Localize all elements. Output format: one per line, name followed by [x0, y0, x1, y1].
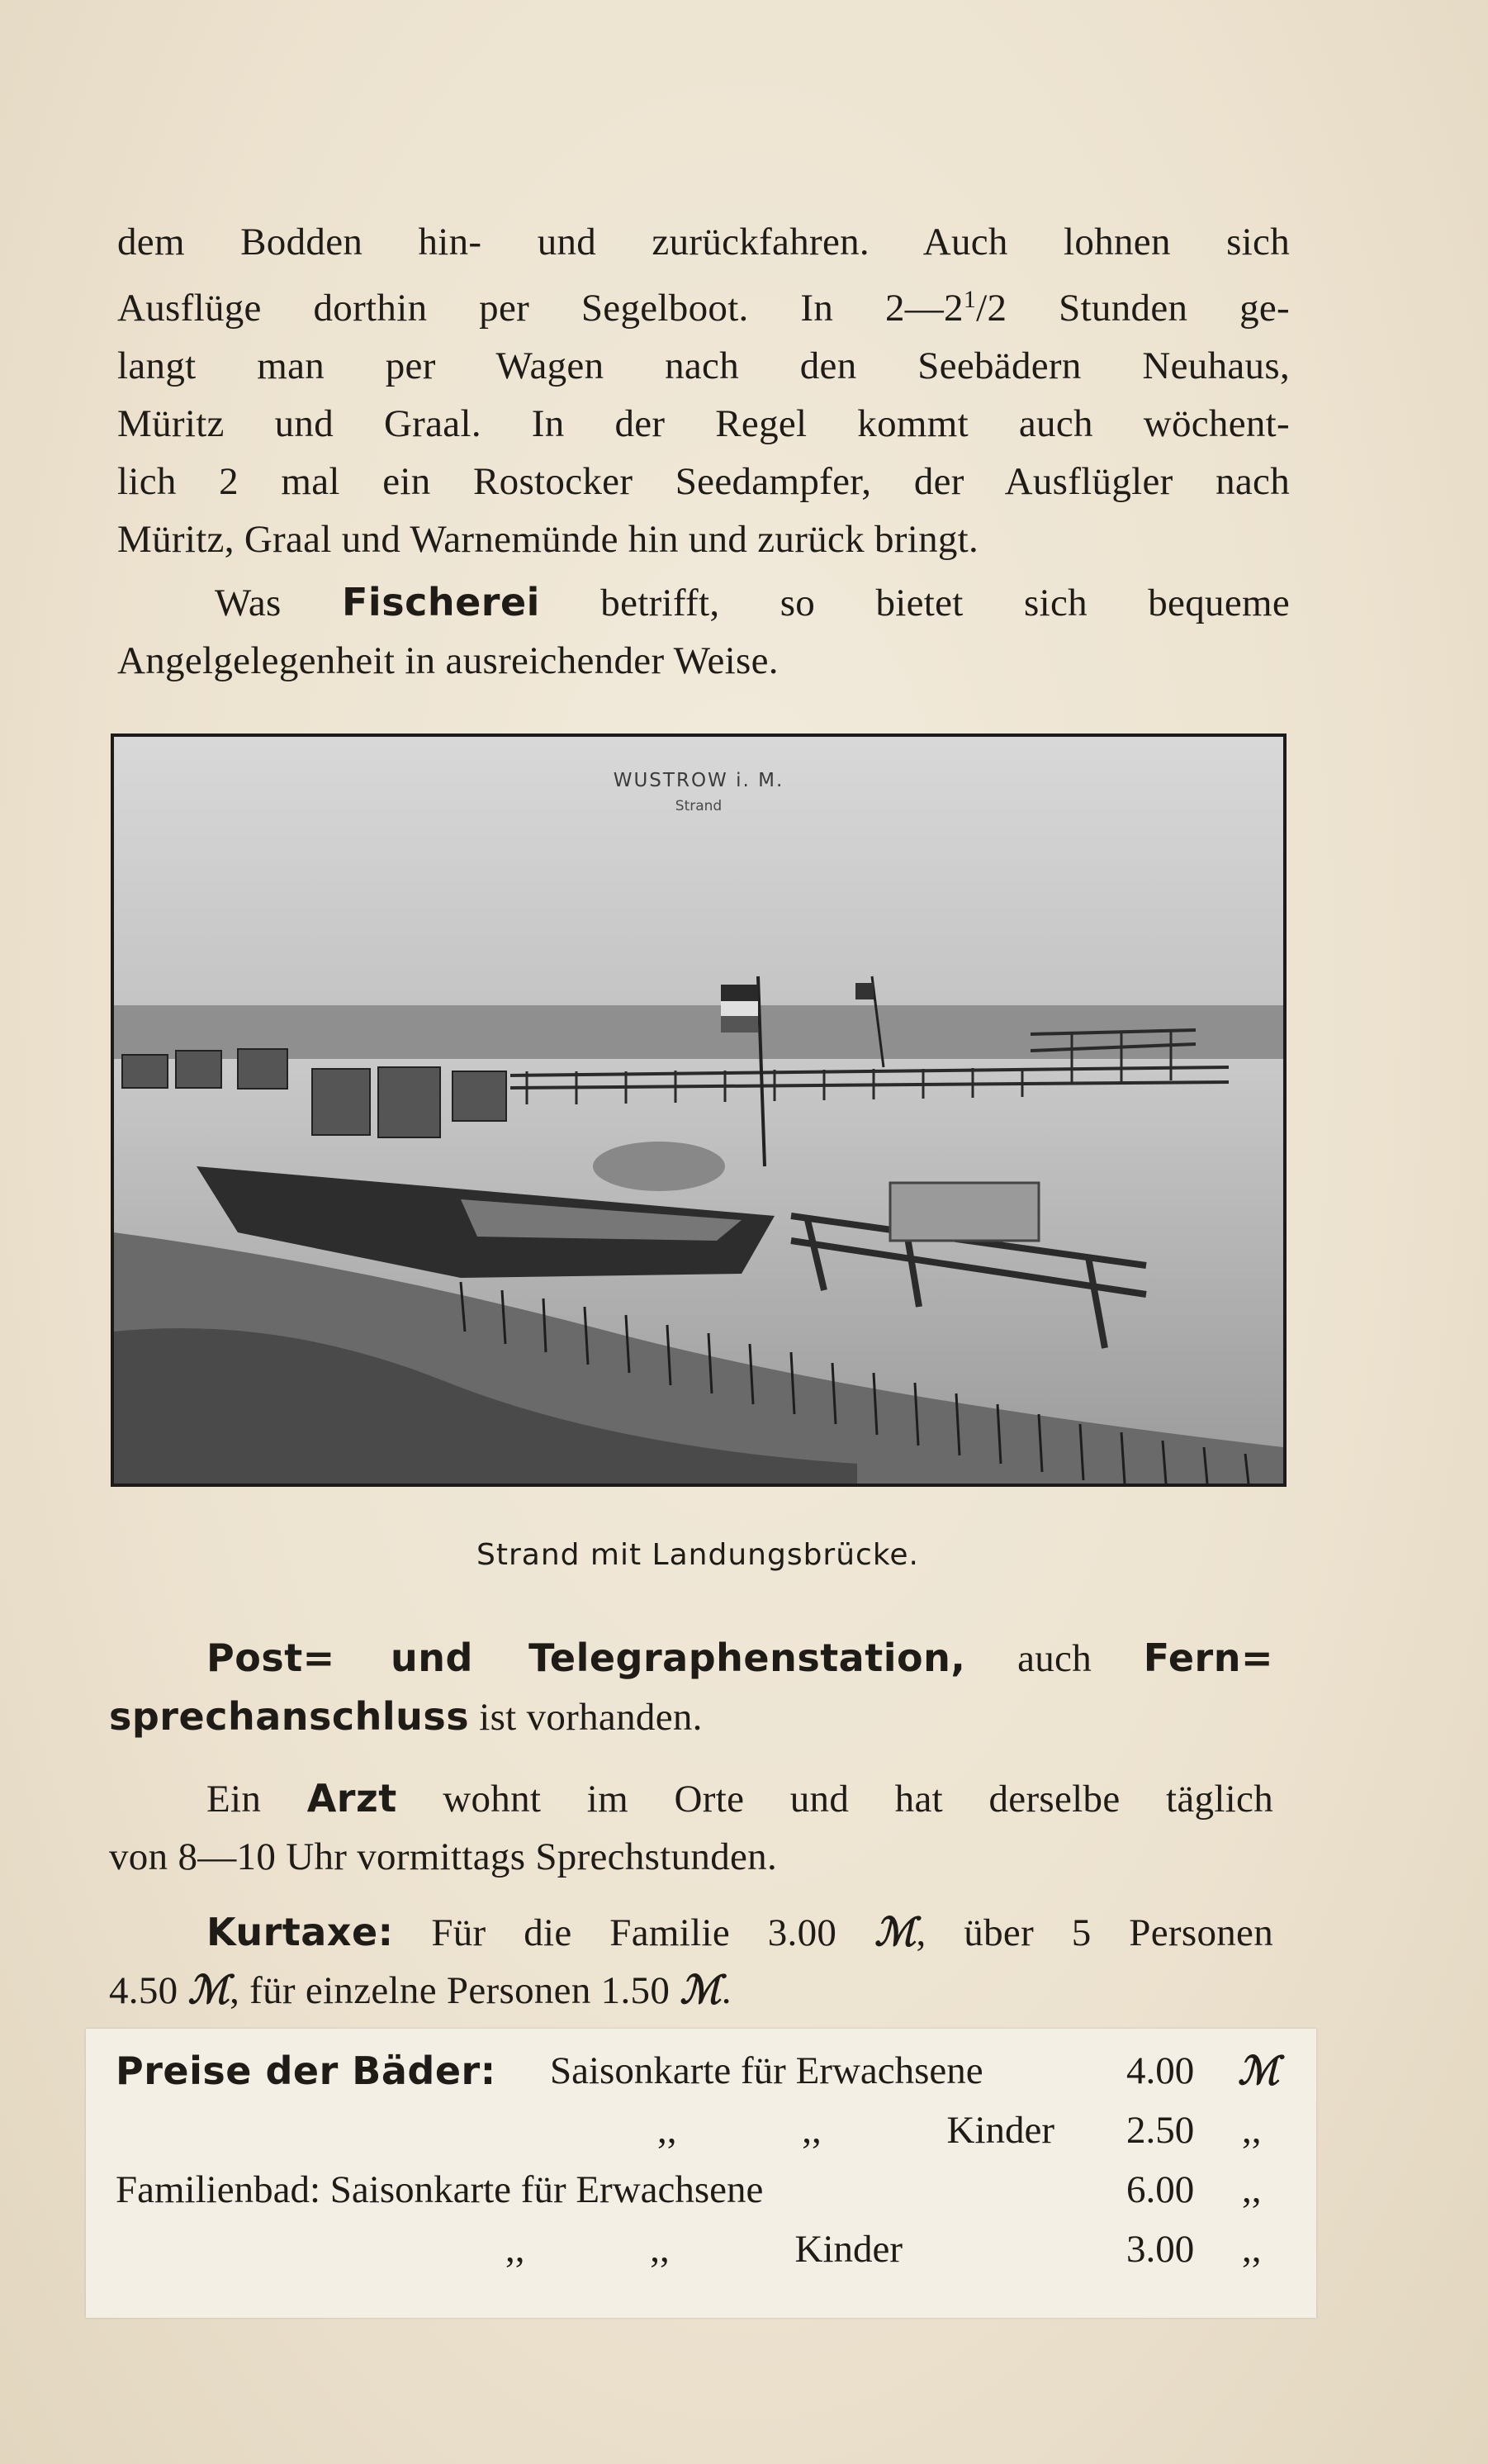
price-label: ,, ,, Kinder	[657, 2109, 1055, 2152]
text-line: Angelgelegenheit in ausreichender Weise.	[117, 639, 779, 682]
price-label: Saisonkarte für Erwachsene	[550, 2049, 983, 2092]
text-fragment: , über 5 Personen	[916, 1911, 1274, 1954]
fraction-denominator: /2	[976, 287, 1007, 330]
photo-caption: Strand mit Landungsbrücke.	[476, 1538, 919, 1572]
text-line	[109, 1688, 1273, 1746]
text-fragment: auch	[965, 1637, 1144, 1680]
text-line: Müritz, Graal und Warnemünde hin und zurück bringt.	[117, 518, 979, 561]
keyword-fischerei: Fischerei	[342, 580, 540, 624]
text-line	[109, 1629, 1273, 1688]
paragraph-doctor	[109, 1769, 1273, 1886]
text-line	[109, 1769, 1273, 1828]
text-fragment: wohnt im Orte und hat derselbe täglich	[396, 1778, 1273, 1821]
price-value: 3.00	[1126, 2228, 1195, 2271]
text-line	[109, 1962, 1273, 2020]
keyword-arzt: Arzt	[306, 1776, 397, 1821]
text-line: Müritz und Graal. In der Regel kommt auch wöchent-	[117, 402, 1290, 445]
text-fragment: , für einzelne Personen 1.50	[230, 1969, 680, 2012]
price-label: Familienbad: Saisonkarte für Erwachsene	[116, 2168, 764, 2211]
text-fragment: Ein	[206, 1778, 307, 1821]
photo-subtitle: Strand	[675, 798, 723, 814]
paragraph-fishing	[117, 573, 1290, 690]
price-value: 2.50	[1126, 2109, 1195, 2152]
price-label: ,, ,, Kinder	[505, 2228, 903, 2271]
keyword-fern: Fern=	[1143, 1636, 1273, 1680]
bath-prices-box	[86, 2029, 1316, 2318]
price-unit: ℳ	[1238, 2050, 1280, 2093]
prices-heading-text: Preise der Bäder:	[116, 2049, 496, 2093]
paragraph-post	[109, 1629, 1273, 1746]
text-fragment: ist vorhanden.	[469, 1696, 703, 1739]
mark-symbol: ℳ	[680, 1969, 722, 2012]
text-line: lich 2 mal ein Rostocker Seedampfer, der Ausflügler nach	[117, 460, 1290, 503]
text-fragment: Für die Familie 3.00	[393, 1911, 874, 1954]
keyword-sprechanschluss: sprechanschluss	[109, 1694, 470, 1739]
text-line: von 8—10 Uhr vormittags Sprechstunden.	[109, 1835, 777, 1878]
text-fragment: Stunden ge-	[1007, 287, 1290, 330]
price-unit: ,,	[1242, 2168, 1262, 2211]
price-unit: ,,	[1242, 2109, 1262, 2152]
mark-symbol: ℳ	[874, 1911, 917, 1954]
text-fragment: Ausflüge dorthin per Segelboot. In 2—2	[117, 287, 964, 330]
text-line	[109, 1903, 1273, 1962]
paragraph-travel	[117, 213, 1290, 568]
text-line	[117, 573, 1290, 632]
prices-heading	[116, 2049, 496, 2094]
text-fragment: 4.50	[109, 1969, 188, 2012]
text-line	[117, 271, 1290, 337]
photo-title: WUSTROW i. M.	[613, 770, 784, 791]
keyword-post: Post= und Telegraphenstation,	[206, 1636, 966, 1680]
beach-photo-drawing	[114, 737, 1283, 1484]
text-line: dem Bodden hin- und zurückfahren. Auch lohnen sich	[117, 221, 1290, 263]
beach-photo	[111, 734, 1287, 1487]
price-value: 6.00	[1126, 2168, 1195, 2211]
keyword-kurtaxe: Kurtaxe:	[206, 1910, 394, 1954]
text-fragment: .	[721, 1969, 732, 2012]
text-fragment: betrifft, so bietet sich bequeme	[539, 582, 1290, 624]
paragraph-kurtaxe	[109, 1903, 1273, 2020]
price-unit: ,,	[1242, 2228, 1262, 2271]
text-line: langt man per Wagen nach den Seebädern Neuhaus,	[117, 344, 1290, 387]
price-value: 4.00	[1126, 2049, 1195, 2092]
mark-symbol: ℳ	[187, 1969, 230, 2012]
fraction-numerator: 1	[963, 286, 977, 313]
text-fragment: Was	[215, 582, 342, 624]
